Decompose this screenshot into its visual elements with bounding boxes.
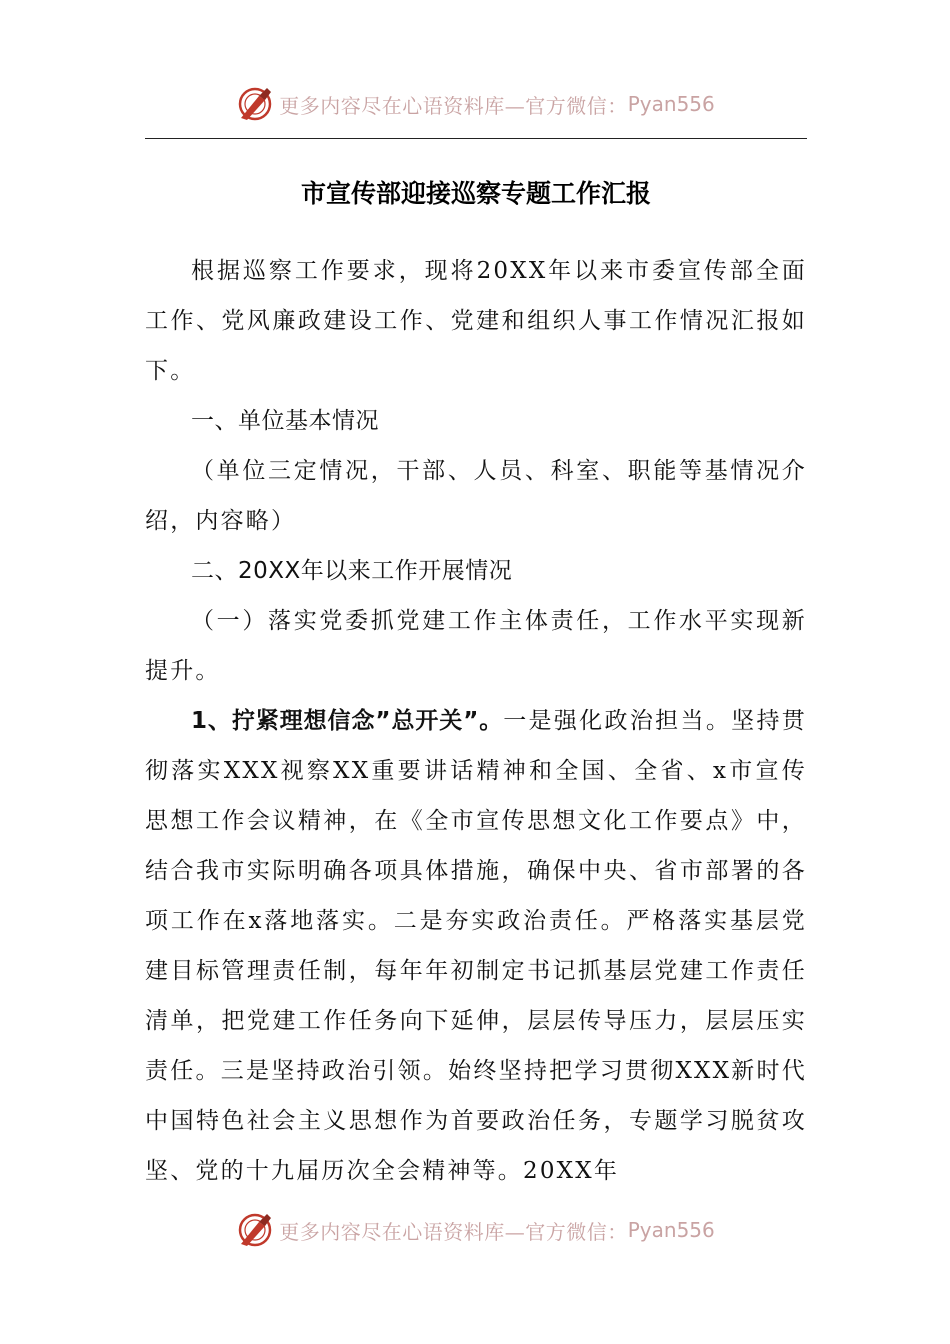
watermark-footer: [0, 1208, 950, 1252]
watermark-handle: Pyan556: [627, 92, 715, 116]
pen-nib-logo-icon: [235, 1210, 275, 1250]
item-1-body: 一是强化政治担当。坚持贯彻落实XXX视察XX重要讲话精神和全国、全省、x市宣传思想工作会议精神，在《全市宣传思想文化工作要点》中，结合我市实际明确各项具体措施，确保中央、省市部署的各项工作在x落地落实。二是夯实政治责任。严格落实基层党建目标管理责任制，每年年初制定书记抓基层党建工作责任清单，把党建工作任务向下延伸，层层传导压力，层层压实责任。三是坚持政治引领。始终坚持把学习贯彻XXX新时代中国特色社会主义思想作为首要政治任务，专题学习脱贫攻坚、党的十九届历次全会精神等。20XX年: [145, 708, 807, 1184]
subsection-heading-1: （一）落实党委抓党建工作主体责任，工作水平实现新提升。: [145, 608, 807, 684]
header-divider: [145, 138, 807, 139]
section-heading-2: 二、20XX年以来工作开展情况: [191, 558, 513, 584]
section-heading-1: 一、单位基本情况: [191, 408, 379, 434]
section-1-body: （单位三定情况，干部、人员、科室、职能等基情况介绍，内容略）: [145, 458, 807, 534]
watermark-text: 更多内容尽在心语资料库—官方微信：: [279, 93, 628, 118]
item-1-lead: 1、拧紧理想信念”总开关”。: [191, 708, 504, 734]
document-body: [145, 246, 807, 1196]
pen-nib-logo-icon: [235, 84, 275, 124]
watermark-handle: Pyan556: [627, 1218, 715, 1242]
document-title: 市宣传部迎接巡察专题工作汇报: [300, 179, 651, 208]
intro-paragraph: 根据巡察工作要求，现将20XX年以来市委宣传部全面工作、党风廉政建设工作、党建和组织人事工作情况汇报如下。: [145, 258, 807, 384]
item-1-paragraph: [145, 696, 807, 1196]
watermark-header: [0, 82, 950, 126]
watermark-text: 更多内容尽在心语资料库—官方微信：: [279, 1219, 628, 1244]
